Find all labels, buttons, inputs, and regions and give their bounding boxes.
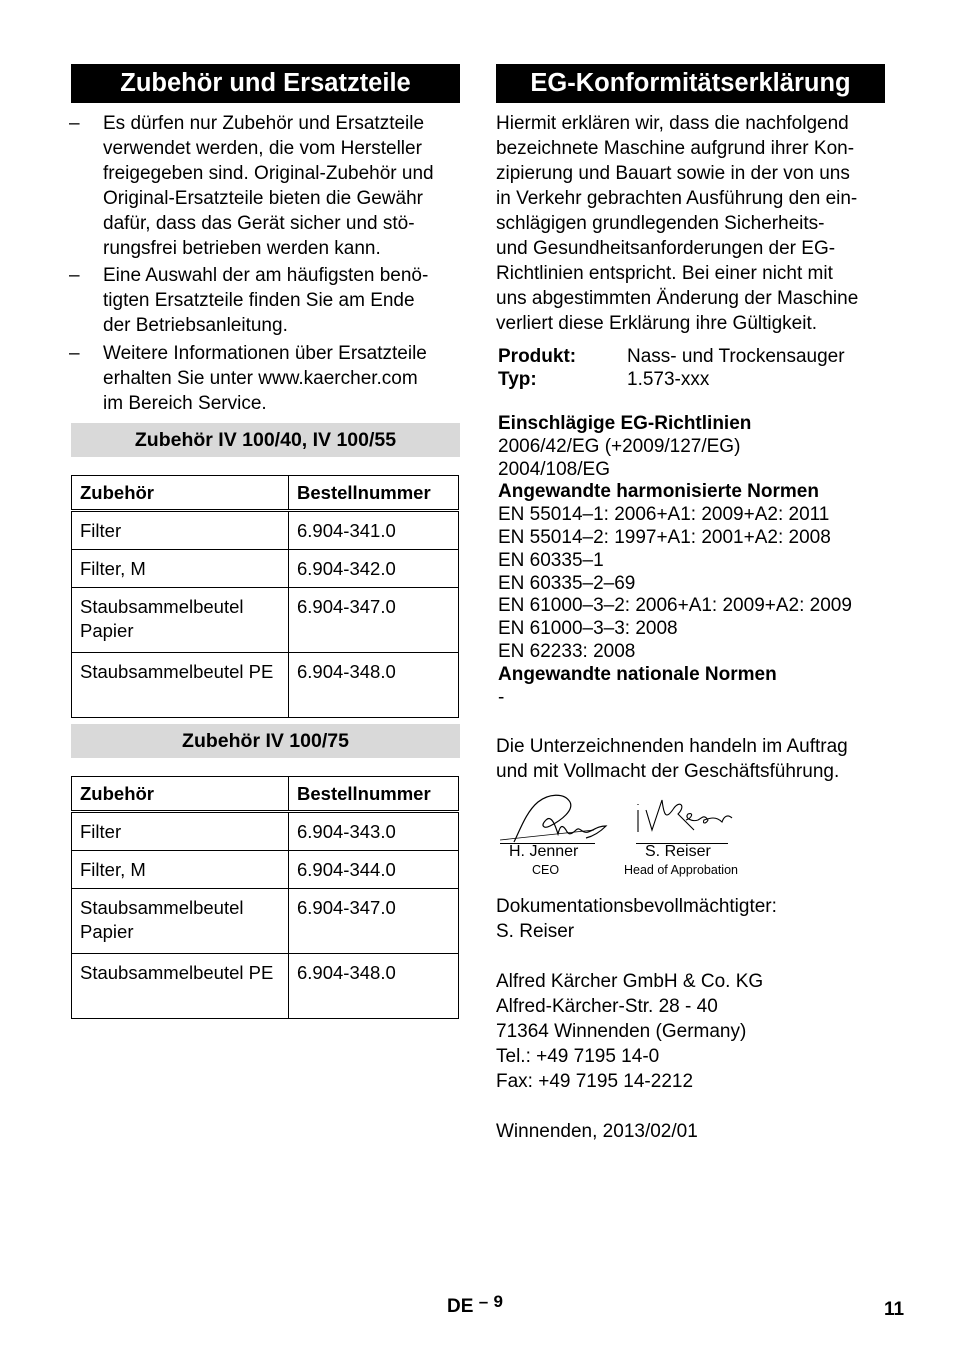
cell-accessory: Filter, M xyxy=(72,550,289,588)
column-header-accessory: Zubehör xyxy=(72,476,289,511)
table2-heading: Zubehör IV 100/75 xyxy=(71,724,460,758)
cell-accessory: Filter xyxy=(72,511,289,550)
cell-order-number: 6.904-342.0 xyxy=(289,550,459,588)
intro-line: zipierung und Bauart sowie in der von uns xyxy=(496,163,850,184)
type-label: Typ: xyxy=(498,369,537,390)
cell-order-number: 6.904-344.0 xyxy=(289,851,459,889)
signer1-name: H. Jenner xyxy=(509,843,579,860)
address-line: Alfred Kärcher GmbH & Co. KG xyxy=(496,971,764,992)
cell-order-number: 6.904-348.0 xyxy=(289,653,459,718)
intro-line: in Verkehr gebrachten Ausführung den ein- xyxy=(496,188,858,209)
intro-line: schlägigen grundlegenden Sicherheits- xyxy=(496,213,825,234)
norm-item: EN 60335–2–69 xyxy=(498,572,636,594)
signer1-role: CEO xyxy=(532,863,560,877)
bullet-item xyxy=(71,341,460,416)
doc-rep-name: S. Reiser xyxy=(496,921,575,942)
cell-accessory: Staubsammelbeutel Papier xyxy=(72,889,289,954)
address-line: 71364 Winnenden (Germany) xyxy=(496,1021,747,1042)
signer2-name: S. Reiser xyxy=(645,843,711,860)
bullet-line: im Bereich Service. xyxy=(103,393,267,414)
column-header-order-number: Bestellnummer xyxy=(289,777,459,812)
table-row xyxy=(72,812,459,851)
bullet-dash: – xyxy=(69,113,80,134)
signers-intro xyxy=(496,734,885,784)
cell-order-number: 6.904-341.0 xyxy=(289,511,459,550)
intro-line: Richtlinien entspricht. Bei einer nicht mit xyxy=(496,263,833,284)
footer-section-number: 9 xyxy=(493,1292,503,1311)
product-value: Nass- und Trockensauger xyxy=(627,346,845,367)
bullet-item xyxy=(71,263,460,338)
column-header-accessory: Zubehör xyxy=(72,777,289,812)
intro-line: Hiermit erklären wir, dass die nachfolgend xyxy=(496,113,849,134)
bullet-line: tigten Ersatzteile finden Sie am Ende xyxy=(103,290,415,311)
table-row xyxy=(72,550,459,588)
bullet-line: Weitere Informationen über Ersatzteile xyxy=(103,343,427,364)
table-row xyxy=(72,889,459,954)
bullet-line: erhalten Sie unter www.kaercher.com xyxy=(103,368,418,389)
section-title-conformity: EG-Konformitätserklärung xyxy=(496,64,885,103)
table-row xyxy=(72,511,459,550)
documentation-representative xyxy=(496,894,885,944)
footer-lang: DE xyxy=(447,1296,474,1317)
intro-line: uns abgestimmten Änderung der Maschine xyxy=(496,288,859,309)
norm-item: EN 55014–2: 1997+A1: 2001+A2: 2008 xyxy=(498,526,831,548)
norm-item: EN 60335–1 xyxy=(498,549,604,571)
signature-jenner-icon xyxy=(496,790,736,850)
product-label: Produkt: xyxy=(498,346,577,367)
signer2-role: Head of Approbation xyxy=(624,863,738,877)
intro-line: bezeichnete Maschine aufgrund ihrer Kon- xyxy=(496,138,855,159)
cell-accessory: Staubsammelbeutel Papier xyxy=(72,588,289,653)
address-line: Fax: +49 7195 14-2212 xyxy=(496,1071,694,1092)
bullet-item xyxy=(71,111,460,261)
bullet-line: dafür, dass das Gerät sicher und stö- xyxy=(103,213,415,234)
signers-intro-line: und mit Vollmacht der Geschäftsführung. xyxy=(496,761,840,782)
national-heading: Angewandte nationale Normen xyxy=(498,663,777,685)
intro-line: verliert diese Erklärung ihre Gültigkeit. xyxy=(496,313,818,334)
bullet-dash: – xyxy=(69,343,80,364)
type-value: 1.573-xxx xyxy=(627,369,710,390)
accessories-table-2 xyxy=(71,776,459,1019)
cell-accessory: Staubsammelbeutel PE xyxy=(72,653,289,718)
norm-item: EN 55014–1: 2006+A1: 2009+A2: 2011 xyxy=(498,504,830,526)
conformity-intro xyxy=(496,111,885,336)
norm-item: EN 61000–3–2: 2006+A1: 2009+A2: 2009 xyxy=(498,595,852,617)
doc-rep-label: Dokumentationsbevollmächtigter: xyxy=(496,896,777,917)
table-row xyxy=(72,851,459,889)
page-number: 11 xyxy=(884,1299,905,1320)
footer-dash: – xyxy=(478,1292,489,1311)
cell-accessory: Staubsammelbeutel PE xyxy=(72,954,289,1019)
cell-accessory: Filter xyxy=(72,812,289,851)
bullet-line: Original-Ersatzteile bieten die Gewähr xyxy=(103,188,423,209)
norms-block xyxy=(498,413,885,709)
table-header-row xyxy=(72,476,459,511)
company-address xyxy=(496,969,885,1094)
norm-item: EN 62233: 2008 xyxy=(498,640,636,662)
table1-heading: Zubehör IV 100/40, IV 100/55 xyxy=(71,423,460,457)
column-header-order-number: Bestellnummer xyxy=(289,476,459,511)
cell-accessory: Filter, M xyxy=(72,851,289,889)
address-line: Tel.: +49 7195 14-0 xyxy=(496,1046,660,1067)
bullet-line: rungsfrei betrieben werden kann. xyxy=(103,238,381,259)
place-date: Winnenden, 2013/02/01 xyxy=(496,1121,698,1142)
bullet-dash: – xyxy=(69,265,80,286)
bullet-line: verwendet werden, die vom Hersteller xyxy=(103,138,422,159)
norm-item: EN 61000–3–3: 2008 xyxy=(498,618,678,640)
accessories-table-1 xyxy=(71,475,459,718)
harmonized-heading: Angewandte harmonisierte Normen xyxy=(498,481,819,503)
directive-item: 2004/108/EG xyxy=(498,458,610,480)
cell-order-number: 6.904-347.0 xyxy=(289,588,459,653)
bullet-line: Eine Auswahl der am häufigsten benö- xyxy=(103,265,429,286)
cell-order-number: 6.904-348.0 xyxy=(289,954,459,1019)
address-line: Alfred-Kärcher-Str. 28 - 40 xyxy=(496,996,718,1017)
intro-line: und Gesundheitsanforderungen der EG- xyxy=(496,238,836,259)
directives-heading: Einschlägige EG-Richtlinien xyxy=(498,413,752,434)
table-row xyxy=(72,954,459,1019)
signers-intro-line: Die Unterzeichnenden handeln im Auftrag xyxy=(496,736,848,757)
cell-order-number: 6.904-347.0 xyxy=(289,889,459,954)
directive-item: 2006/42/EG (+2009/127/EG) xyxy=(498,435,741,457)
national-value: - xyxy=(498,686,505,708)
bullet-line: Es dürfen nur Zubehör und Ersatzteile xyxy=(103,113,425,134)
section-title-accessories: Zubehör und Ersatzteile xyxy=(71,64,460,103)
table-header-row xyxy=(72,777,459,812)
table-row xyxy=(72,588,459,653)
bullet-line: der Betriebsanleitung. xyxy=(103,315,288,336)
cell-order-number: 6.904-343.0 xyxy=(289,812,459,851)
bullet-line: freigegeben sind. Original-Zubehör und xyxy=(103,163,434,184)
footer-section-page xyxy=(447,1292,503,1318)
table-row xyxy=(72,653,459,718)
